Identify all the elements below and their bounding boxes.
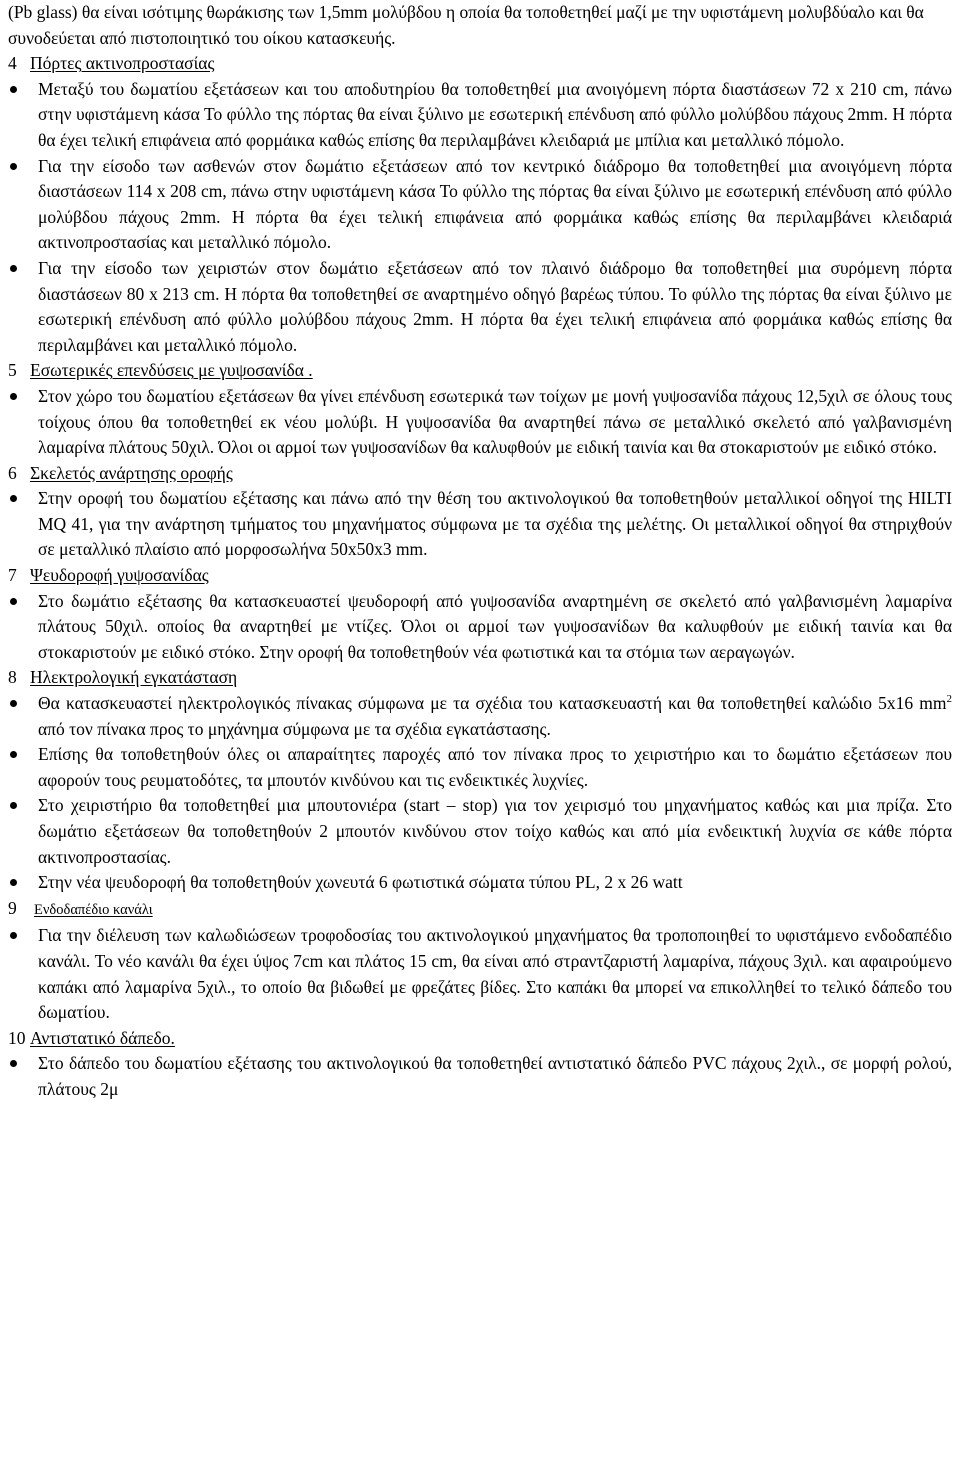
list-item (8, 1051, 952, 1102)
list-item (8, 923, 952, 1025)
bullet-list (8, 77, 952, 359)
list-item-text: Στον χώρο του δωματίου εξετάσεων θα γίνει επένδυση εσωτερικά των τοίχων με μονή γυψοσανίδα πάχους 12,5χιλ σε όλους τους τοίχους όπου θα τοποθετηθεί εκ νέου μολύβι. Η γυψοσανίδα θα αναρτηθεί πάνω σε μεταλλικό σκελετό από γαλβανισμένη λαμαρίνα πλάτους 50χιλ. Όλοι οι αρμοί των γυψοσανίδων θα καλυφθούν με ειδική ταινία και θα στοκαριστούν με ειδικό στόκο. (38, 385, 952, 458)
section-number: 8 (8, 667, 17, 688)
list-item (8, 691, 952, 742)
bullet-list (8, 384, 952, 461)
section-number: 5 (8, 360, 17, 381)
bullet-list (8, 589, 952, 666)
bullet-icon (10, 879, 17, 886)
list-item-text: Στο δάπεδο του δωματίου εξέτασης του ακτινολογικού θα τοποθετηθεί αντιστατικό δάπεδο PVC πάχους 2χιλ., σε μορφή ρολού, πλάτους 2μ (38, 1053, 952, 1099)
section-number: 9 (8, 897, 17, 918)
list-item (8, 870, 952, 896)
list-item (8, 486, 952, 563)
superscript: 2 (946, 693, 952, 706)
section-heading (8, 51, 952, 77)
section-title: Εσωτερικές επενδύσεις με γυψοσανίδα . (30, 360, 313, 381)
bullet-icon (10, 751, 17, 758)
list-item (8, 384, 952, 461)
bullet-icon (10, 163, 17, 170)
list-item (8, 77, 952, 154)
bullet-icon (10, 495, 17, 502)
section-number: 10 (8, 1027, 26, 1048)
section-heading (8, 461, 952, 487)
list-item-text: Για την είσοδο των ασθενών στον δωμάτιο εξετάσεων από τον κεντρικό διάδρομο θα τοποθετηθεί μια ανοιγόμενη πόρτα διαστάσεων 114 x 208 cm, πάνω στην υφιστάμενη κάσα Το φύλλο της πόρτας θα είναι ξύλινο με εσωτερική επένδυση από φύλλο μολύβδου πάχους 2mm. Η πόρτα θα έχει τελική επιφάνεια από φορμάικα καθώς επίσης θα περιλαμβάνει κλειδαριά ακτινοπροστασίας και μεταλλικό πόμολο. (38, 155, 952, 253)
intro-paragraph: (Pb glass) θα είναι ισότιμης θωράκισης των 1,5mm μολύβδου η οποία θα τοποθετηθεί μαζί με την υφιστάμενη μολυβδύαλο και θα συνοδεύεται από πιστοποιητικό του οίκου κατασκευής. (8, 2, 924, 48)
bullet-icon (10, 700, 17, 707)
section-title: Σκελετός ανάρτησης οροφής (30, 462, 233, 483)
list-item-text: Θα κατασκευαστεί ηλεκτρολογικός πίνακας σύμφωνα με τα σχέδια του κατασκευαστή και θα τοποθετηθεί καλώδιο 5x16 mm (38, 693, 947, 714)
bullet-icon (10, 393, 17, 400)
section-heading (8, 665, 952, 691)
list-item-text: Επίσης θα τοποθετηθούν όλες οι απαραίτητες παροχές από τον πίνακα προς το χειριστήριο και το δωμάτιο εξετάσεων που αφορούν τους ρευματοδότες, τα μπουτόν κινδύνου και τις ενδεικτικές λυχνίες. (38, 744, 952, 790)
list-item-text: Στο χειριστήριο θα τοποθετηθεί μια μπουτονιέρα (start – stop) για τον χειρισμό του μηχανήματος καθώς και μια πρίζα. Στο δωμάτιο εξετάσεων θα τοποθετηθούν 2 μπουτόν κινδύνου στον τοίχο καθώς και από μία ενδεικτική λυχνία σε κάθε πόρτα ακτινοπροστασίας. (38, 795, 952, 867)
list-item-text: Στην οροφή του δωματίου εξέτασης και πάνω από την θέση του ακτινολογικού θα τοποθετηθούν μεταλλικοί οδηγοί της HILTI MQ 41, για την ανάρτηση τμήματος του μηχανήματος σύμφωνα με τα σχέδια της μελέτης. Οι μεταλλικοί οδηγοί θα στηριχθούν σε μεταλλικό πλαίσιο από μορφοσωλήνα 50x50x3 mm. (38, 488, 952, 560)
section-heading (8, 896, 952, 924)
list-item (8, 256, 952, 358)
list-item (8, 742, 952, 793)
section-heading (8, 563, 952, 589)
section-title: Ηλεκτρολογική εγκατάσταση (30, 667, 238, 688)
list-item-text: Για την διέλευση των καλωδιώσεων τροφοδοσίας του ακτινολογικού μηχανήματος θα τροποποιηθεί το υφιστάμενο ενδοδαπέδιο κανάλι. Το νέο κανάλι θα έχει ύψος 7cm και πλάτος 15 cm, θα είναι από στραντζαριστή λαμαρίνα, πάχους 3χιλ. και αφαιρούμενο καπάκι από λαμαρίνα 5χιλ., το οποίο θα βιδωθεί με φρεζάτες βίδες. Στο καπάκι θα μπορεί να επικολληθεί το τελικό δάπεδο του δωματίου. (38, 925, 952, 1023)
bullet-icon (10, 265, 17, 272)
sections-container (8, 51, 952, 1102)
bullet-list (8, 486, 952, 563)
section-heading (8, 358, 952, 384)
list-item (8, 154, 952, 256)
list-item-text: Μεταξύ του δωματίου εξετάσεων και του αποδυτηρίου θα τοποθετηθεί μια ανοιγόμενη πόρτα διαστάσεων 72 x 210 cm, πάνω στην υφιστάμενη κάσα Το φύλλο της πόρτας θα είναι ξύλινο με εσωτερική επένδυση από φύλλο μολύβδου πάχους 2mm. Η πόρτα θα έχει τελική επιφάνεια από φορμάικα καθώς επίσης θα περιλαμβάνει κλειδαριά με μπίλια και μεταλλικό πόμολο. (38, 78, 952, 150)
section-title: Ενδοδαπέδιο κανάλι (34, 901, 153, 918)
section-title: Πόρτες ακτινοπροστασίας (30, 53, 215, 74)
section-number: 6 (8, 462, 17, 483)
section-title: Ψευδοροφή γυψοσανίδας (30, 565, 209, 586)
list-item (8, 793, 952, 870)
section-number: 4 (8, 53, 17, 74)
bullet-icon (10, 1060, 17, 1067)
list-item-text: από τον πίνακα προς το μηχάνημα σύμφωνα με τα σχέδια εγκατάστασης. (38, 718, 551, 739)
section-title: Αντιστατικό δάπεδο. (30, 1027, 175, 1048)
section-number: 7 (8, 565, 17, 586)
bullet-list (8, 691, 952, 896)
list-item-text: Για την είσοδο των χειριστών στον δωμάτιο εξετάσεων από τον πλαινό διάδρομο θα τοποθετηθεί μια συρόμενη πόρτα διαστάσεων 80 x 213 cm. Η πόρτα θα τοποθετηθεί σε αναρτημένο οδηγό βαρέως τύπου. Το φύλλο της πόρτας θα είναι ξύλινο με εσωτερική επένδυση από φύλλο μολύβδου πάχους 2mm. Η πόρτα θα έχει τελική επιφάνεια από φορμάικα καθώς επίσης θα περιλαμβάνει και μεταλλικό πόμολο. (38, 257, 952, 355)
bullet-list (8, 1051, 952, 1102)
bullet-icon (10, 598, 17, 605)
bullet-list (8, 923, 952, 1025)
section-heading (8, 1026, 952, 1052)
bullet-icon (10, 802, 17, 809)
bullet-icon (10, 932, 17, 939)
list-item-text: Στο δωμάτιο εξέτασης θα κατασκευαστεί ψευδοροφή από γυψοσανίδα αναρτημένη σε σκελετό από γαλβανισμένη λαμαρίνα πλάτους 50χιλ. οποίος θα αναρτηθεί με ντίζες. Όλοι οι αρμοί των γυψοσανίδων θα καλυφθούν με ειδική ταινία και θα στοκαριστούν με ειδικό στόκο. Στην οροφή θα τοποθετηθούν νέα φωτιστικά και τα στόμια των αεραγωγών. (38, 590, 952, 662)
list-item-text: Στην νέα ψευδοροφή θα τοποθετηθούν χωνευτά 6 φωτιστικά σώματα τύπου PL, 2 x 26 watt (38, 872, 683, 893)
list-item (8, 589, 952, 666)
bullet-icon (10, 86, 17, 93)
